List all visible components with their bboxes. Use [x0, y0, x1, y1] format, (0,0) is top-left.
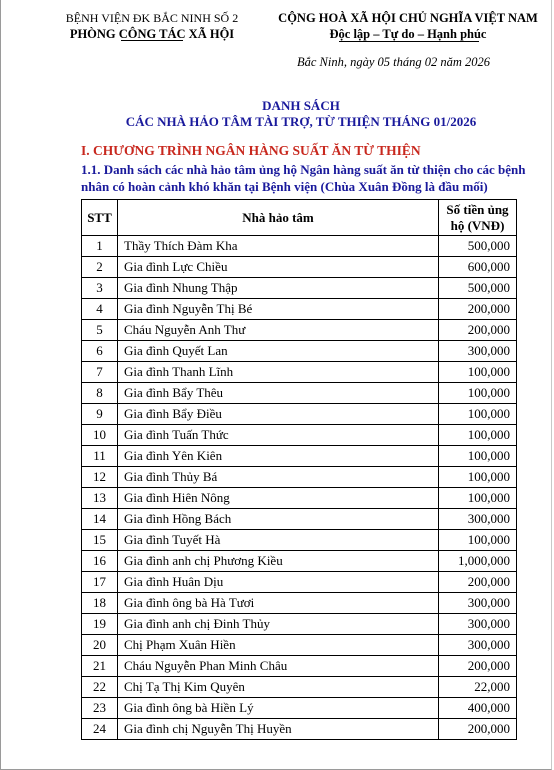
table-row — [82, 614, 517, 635]
row-donor-name: Cháu Nguyễn Anh Thư — [118, 320, 439, 341]
row-amount: 200,000 — [439, 572, 517, 593]
table-row — [82, 278, 517, 299]
row-amount: 100,000 — [439, 488, 517, 509]
row-stt: 4 — [82, 299, 118, 320]
row-donor-name: Chị Phạm Xuân Hiền — [118, 635, 439, 656]
row-stt: 22 — [82, 677, 118, 698]
row-amount: 1,000,000 — [439, 551, 517, 572]
row-stt: 10 — [82, 425, 118, 446]
table-row — [82, 257, 517, 278]
table-row — [82, 383, 517, 404]
table-row — [82, 362, 517, 383]
row-donor-name: Cháu Nguyễn Phan Minh Châu — [118, 656, 439, 677]
row-donor-name: Gia đình Quyết Lan — [118, 341, 439, 362]
row-donor-name: Gia đình Huân Dịu — [118, 572, 439, 593]
row-stt: 13 — [82, 488, 118, 509]
table-row — [82, 236, 517, 257]
row-amount: 100,000 — [439, 467, 517, 488]
table-row — [82, 551, 517, 572]
table-row — [82, 572, 517, 593]
org-name: BỆNH VIỆN ĐK BẮC NINH SỐ 2 — [65, 11, 239, 25]
row-stt: 2 — [82, 257, 118, 278]
section-heading: I. CHƯƠNG TRÌNH NGÂN HÀNG SUẤT ĂN TỪ THIỆN — [81, 143, 421, 158]
row-stt: 8 — [82, 383, 118, 404]
row-amount: 500,000 — [439, 278, 517, 299]
row-stt: 23 — [82, 698, 118, 719]
row-donor-name: Gia đình Lực Chiều — [118, 257, 439, 278]
row-amount: 100,000 — [439, 383, 517, 404]
row-amount: 600,000 — [439, 257, 517, 278]
row-donor-name: Gia đình anh chị Phương Kiều — [118, 551, 439, 572]
table-row — [82, 488, 517, 509]
row-stt: 11 — [82, 446, 118, 467]
row-donor-name: Gia đình Nguyễn Thị Bé — [118, 299, 439, 320]
table-row — [82, 656, 517, 677]
row-donor-name: Gia đình Yên Kiên — [118, 446, 439, 467]
row-amount: 400,000 — [439, 698, 517, 719]
row-amount: 300,000 — [439, 635, 517, 656]
row-donor-name: Gia đình Tuấn Thức — [118, 425, 439, 446]
row-amount: 100,000 — [439, 446, 517, 467]
row-amount: 300,000 — [439, 593, 517, 614]
row-donor-name: Gia đình chị Nguyễn Thị Huyền — [118, 719, 439, 740]
row-donor-name: Gia đình Thủy Bá — [118, 467, 439, 488]
header-amount: Số tiền ủng hộ (VNĐ) — [439, 200, 517, 236]
table-row — [82, 698, 517, 719]
row-amount: 300,000 — [439, 341, 517, 362]
table-row — [82, 530, 517, 551]
org-header — [57, 10, 247, 42]
row-stt: 16 — [82, 551, 118, 572]
row-donor-name: Gia đình anh chị Đinh Thủy — [118, 614, 439, 635]
row-donor-name: Gia đình Bẩy Thêu — [118, 383, 439, 404]
department-name: PHÒNG CÔNG TÁC XÃ HỘI — [69, 27, 235, 41]
row-donor-name: Gia đình ông bà Hiền Lý — [118, 698, 439, 719]
row-donor-name: Gia đình Thanh Lĩnh — [118, 362, 439, 383]
row-stt: 6 — [82, 341, 118, 362]
row-stt: 15 — [82, 530, 118, 551]
row-amount: 22,000 — [439, 677, 517, 698]
row-amount: 100,000 — [439, 530, 517, 551]
row-stt: 7 — [82, 362, 118, 383]
header-donor: Nhà hảo tâm — [118, 200, 439, 236]
donor-table — [81, 199, 517, 740]
row-donor-name: Gia đình Hiên Nông — [118, 488, 439, 509]
row-stt: 20 — [82, 635, 118, 656]
table-row — [82, 467, 517, 488]
table-header-row — [82, 200, 517, 236]
document-subtitle: CÁC NHÀ HẢO TÂM TÀI TRỢ, TỪ THIỆN THÁNG 01/2026 — [125, 114, 477, 129]
row-amount: 300,000 — [439, 614, 517, 635]
row-stt: 1 — [82, 236, 118, 257]
row-amount: 200,000 — [439, 299, 517, 320]
table-row — [82, 509, 517, 530]
row-amount: 100,000 — [439, 404, 517, 425]
nation-name: CỘNG HOÀ XÃ HỘI CHỦ NGHĨA VIỆT NAM — [278, 11, 538, 25]
row-donor-name: Chị Tạ Thị Kim Quyên — [118, 677, 439, 698]
org-underline — [121, 40, 183, 41]
row-stt: 14 — [82, 509, 118, 530]
row-donor-name: Gia đình ông bà Hà Tươi — [118, 593, 439, 614]
row-amount: 200,000 — [439, 656, 517, 677]
nation-header — [263, 10, 553, 42]
table-row — [82, 719, 517, 740]
table-row — [82, 425, 517, 446]
table-row — [82, 404, 517, 425]
row-amount: 200,000 — [439, 320, 517, 341]
row-amount: 300,000 — [439, 509, 517, 530]
table-row — [82, 320, 517, 341]
table-row — [82, 446, 517, 467]
row-donor-name: Gia đình Nhung Thập — [118, 278, 439, 299]
row-stt: 18 — [82, 593, 118, 614]
motto-underline — [339, 41, 479, 42]
row-amount: 200,000 — [439, 719, 517, 740]
row-stt: 19 — [82, 614, 118, 635]
subsection-heading: 1.1. Danh sách các nhà hảo tâm ủng hộ Ngân hàng suất ăn từ thiện cho các bệnh nhân có hoàn cảnh khó khăn tại Bệnh viện (Chùa Xuân Đồng là đầu mối) — [81, 162, 526, 194]
row-donor-name: Gia đình Hồng Bách — [118, 509, 439, 530]
row-amount: 100,000 — [439, 425, 517, 446]
nation-motto: Độc lập – Tự do – Hạnh phúc — [329, 27, 487, 41]
row-donor-name: Thầy Thích Đàm Kha — [118, 236, 439, 257]
row-amount: 500,000 — [439, 236, 517, 257]
table-row — [82, 593, 517, 614]
table-row — [82, 299, 517, 320]
document-title: DANH SÁCH — [262, 98, 340, 113]
row-donor-name: Gia đình Bẩy Điều — [118, 404, 439, 425]
row-stt: 17 — [82, 572, 118, 593]
row-donor-name: Gia đình Tuyết Hà — [118, 530, 439, 551]
row-amount: 100,000 — [439, 362, 517, 383]
row-stt: 5 — [82, 320, 118, 341]
row-stt: 21 — [82, 656, 118, 677]
row-stt: 9 — [82, 404, 118, 425]
row-stt: 3 — [82, 278, 118, 299]
table-row — [82, 677, 517, 698]
header-stt: STT — [82, 200, 118, 236]
row-stt: 24 — [82, 719, 118, 740]
row-stt: 12 — [82, 467, 118, 488]
table-row — [82, 341, 517, 362]
table-body — [82, 236, 517, 740]
date-line: Bắc Ninh, ngày 05 tháng 02 năm 2026 — [297, 55, 491, 69]
table-row — [82, 635, 517, 656]
